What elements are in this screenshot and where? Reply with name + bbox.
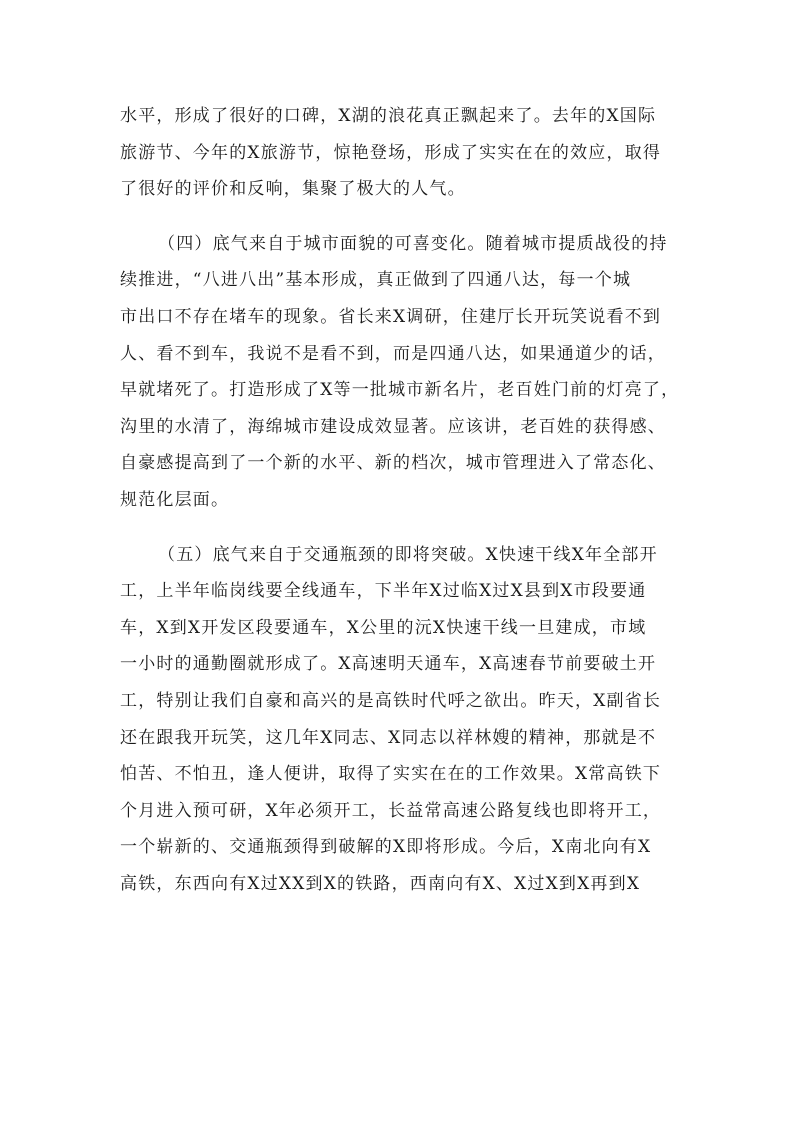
document-body	[120, 98, 680, 902]
text-line: 车，X到X开发区段要通车，X公里的沅X快速干线一旦建成，市域	[120, 617, 647, 638]
text-line: 续推进，“八进八出”基本形成，真正做到了四通八达，每一个城	[120, 270, 632, 291]
paragraph-spacer	[120, 519, 680, 537]
paragraph-spacer	[120, 208, 680, 226]
text-line: 自豪感提高到了一个新的水平、新的档次，城市管理进入了常态化、	[120, 453, 666, 474]
text-line: 水平，形成了很好的口碑，X湖的浪花真正飘起来了。去年的X国际	[120, 106, 657, 126]
text-line: 规范化层面。	[120, 489, 230, 510]
text-line: 人、看不到车，我说不是看不到，而是四通八达，如果通道少的话，	[120, 343, 666, 364]
text-line: 市出口不存在堵车的现象。省长来X调研，住建厅长开玩笑说看不到	[120, 306, 662, 327]
text-line: 怕苦、不怕丑，逢人便讲，取得了实实在在的工作效果。X常高铁下	[120, 764, 662, 785]
paragraph	[120, 98, 680, 208]
text-line: 了很好的评价和反响，集聚了极大的人气。	[120, 179, 466, 200]
text-line: 还在跟我开玩笑，这几年X同志、X同志以祥林嫂的精神，那就是不	[120, 727, 657, 748]
text-line: 一小时的通勤圈就形成了。X高速明天通车，X高速春节前要破土开	[120, 654, 657, 675]
paragraph	[120, 537, 680, 903]
text-line: 早就堵死了。打造形成了X等一批城市新名片，老百姓门前的灯亮了，	[120, 380, 680, 401]
text-line: 个月进入预可研，X年必须开工，长益常高速公路复线也即将开工，	[120, 800, 662, 821]
text-line: 一个崭新的、交通瓶颈得到破解的X即将形成。今后，X南北向有X	[120, 837, 652, 858]
text-line: 工，上半年临岗线要全线通车，下半年X过临X过X县到X市段要通	[120, 581, 647, 602]
text-line: （四）底气来自于城市面貌的可喜变化。随着城市提质战役的持	[158, 233, 668, 254]
text-line: 工，特别让我们自豪和高兴的是高铁时代呼之欲出。昨天，X副省长	[120, 690, 662, 711]
text-line: （五）底气来自于交通瓶颈的即将突破。X快速干线X年全部开	[158, 544, 658, 565]
text-line: 旅游节、今年的X旅游节，惊艳登场，形成了实实在在的效应，取得	[120, 142, 662, 163]
text-line: 沟里的水清了，海绵城市建设成效显著。应该讲，老百姓的获得感、	[120, 416, 666, 437]
paragraph	[120, 226, 680, 519]
text-line: 高铁，东西向有X过XX到X的铁路，西南向有X、X过X到X再到X	[120, 873, 641, 894]
